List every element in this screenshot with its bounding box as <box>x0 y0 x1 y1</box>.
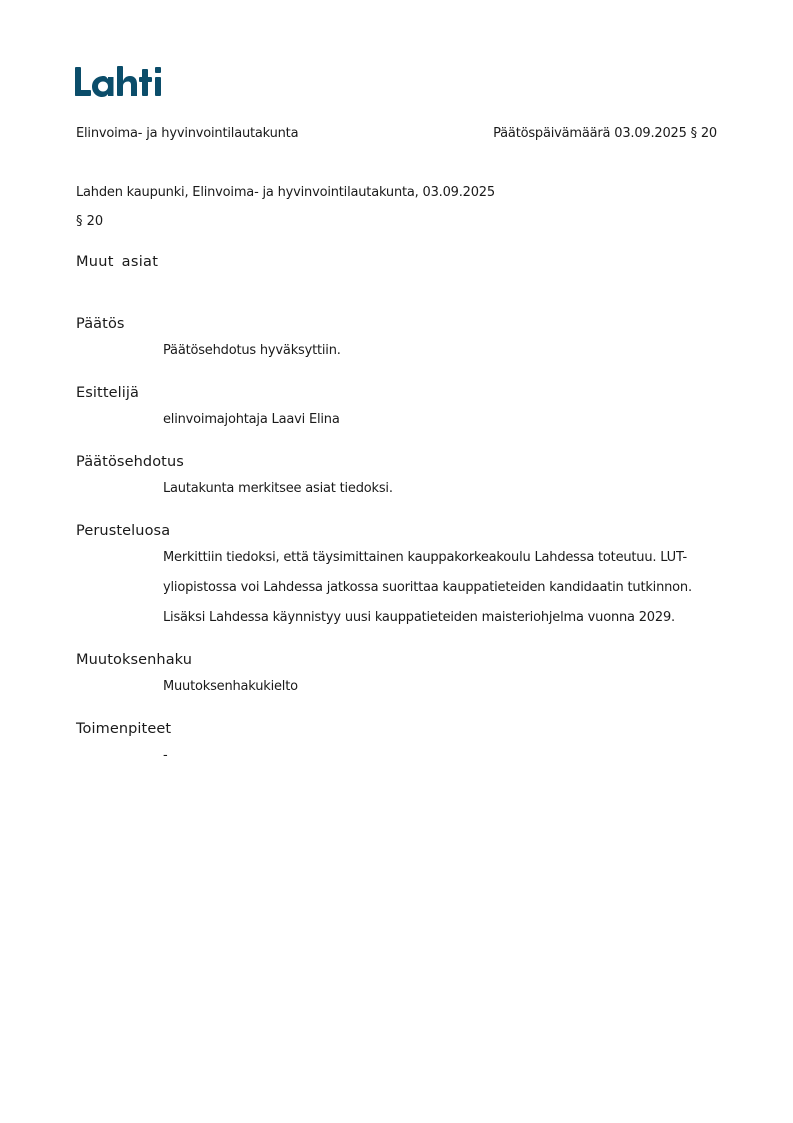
section-line: Lautakunta merkitsee asiat tiedoksi. <box>163 481 393 496</box>
section-number: § 20 <box>76 214 104 229</box>
section-muutoksenhaku <box>76 652 721 702</box>
section-heading: Päätös <box>76 316 125 332</box>
header-committee: Elinvoima- ja hyvinvointilautakunta <box>76 126 299 141</box>
document-title: Muut asiat <box>76 254 159 270</box>
section-line: - <box>163 748 168 763</box>
section-perusteluosa <box>76 523 721 633</box>
section-line: Muutoksenhakukielto <box>163 679 298 694</box>
section-line: elinvoimajohtaja Laavi Elina <box>163 412 340 427</box>
section-heading: Päätösehdotus <box>76 454 184 470</box>
section-heading: Perusteluosa <box>76 523 171 539</box>
document-sections <box>76 316 721 790</box>
section-heading: Muutoksenhaku <box>76 652 193 668</box>
lahti-logo <box>75 64 170 100</box>
section-line: Päätösehdotus hyväksyttiin. <box>163 343 341 358</box>
section-heading: Esittelijä <box>76 385 140 401</box>
section-line: Lisäksi Lahdessa käynnistyy uusi kauppatieteiden maisteriohjelma vuonna 2029. <box>163 610 675 625</box>
section-body <box>163 336 721 366</box>
section-paatosehdotus <box>76 454 721 504</box>
section-body <box>163 405 721 435</box>
section-body <box>163 543 721 633</box>
section-body <box>163 672 721 702</box>
section-line: yliopistossa voi Lahdessa jatkossa suorittaa kauppatieteiden kandidaatin tutkinnon. <box>163 580 692 595</box>
section-line: Merkittiin tiedoksi, että täysimittainen kauppakorkeakoulu Lahdessa toteutuu. LUT- <box>163 550 687 565</box>
section-heading: Toimenpiteet <box>76 721 172 737</box>
section-toimenpiteet <box>76 721 721 771</box>
lahti-logo-graphic <box>75 64 170 100</box>
meeting-line: Lahden kaupunki, Elinvoima- ja hyvinvointilautakunta, 03.09.2025 <box>76 185 495 200</box>
header-decision-date: Päätöspäivämäärä 03.09.2025 § 20 <box>493 126 717 141</box>
section-body <box>163 474 721 504</box>
section-body <box>163 741 721 771</box>
section-esittelija <box>76 385 721 435</box>
section-paatos <box>76 316 721 366</box>
